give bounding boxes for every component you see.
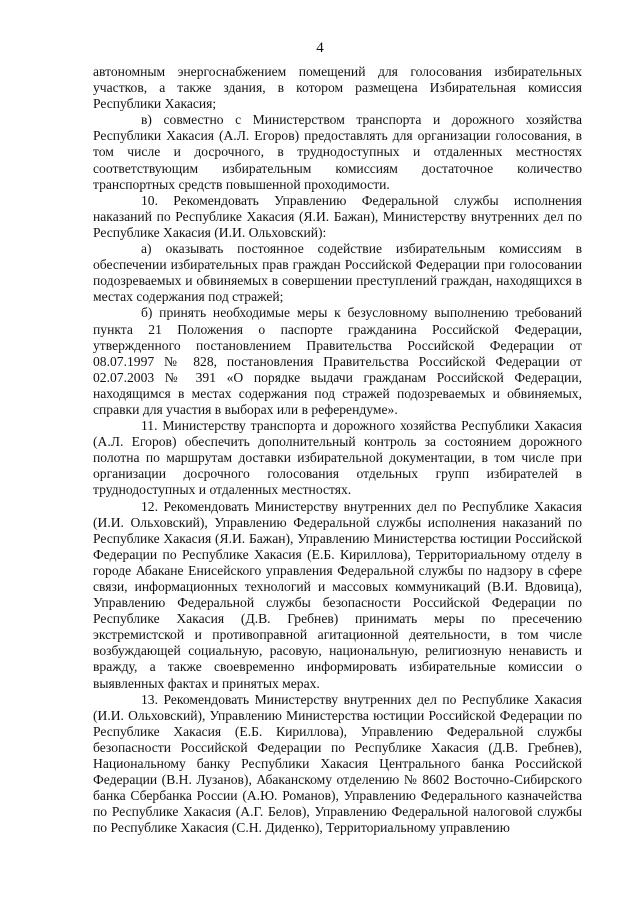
paragraph-12: 12. Рекомендовать Министерству внутренних дел по Республике Хакасия (И.И. Ольховский), Управлению Федеральной службы исполнения наказаний по Республике Хакасия (Я.И. Бажан), Управлению Министерства юстиции Российской Федерации по Республике Хакасия (Е.Б. Кириллова), Территориальному отделу в городе Абакане Енисейского управления Федеральной службы по надзору в сфере связи, информационных технологий и массовых коммуникаций (В.И. Вдовица), Управлению Федеральной службы безопасности Российской Федерации по Республике Хакасия (Д.В. Гребнев) принимать меры по пресечению экстремистской и противоправной агитационной деятельности, в том числе возбуждающей социальную, расовую, национальную, религиозную ненависть и вражду, а также своевременно информировать избирательные комиссии о выявленных фактах и принятых мерах. [93, 498, 582, 691]
document-body [93, 64, 582, 837]
paragraph-11: 11. Министерству транспорта и дорожного хозяйства Республики Хакасия (А.Л. Егоров) обеспечить дополнительный контроль за состоянием дорожного полотна по маршрутам доставки избирательной документации, в том числе при организации досрочного голосования отдельных групп избирателей в труднодоступных и отдаленных местностях. [93, 418, 582, 498]
paragraph-10-item-b: б) принять необходимые меры к безусловному выполнению требований пункта 21 Положения о паспорте гражданина Российской Федерации, утвержденного постановлением Правительства Российской Федерации от 08.07.1997 № 828, постановления Правительства Российской Федерации от 02.07.2003 № 391 «О порядке выдачи гражданам Российской Федерации, находящимся в местах содержания под стражей подозреваемых и обвиняемых, справки для участия в выборах или в референдуме». [93, 305, 582, 417]
paragraph-13: 13. Рекомендовать Министерству внутренних дел по Республике Хакасия (И.И. Ольховский), Управлению Министерства юстиции Российской Федерации по Республике Хакасия (Е.Б. Кириллова), Управлению Федеральной службы безопасности Российской Федерации по Республике Хакасия (Д.В. Гребнев), Национальному банку Республики Хакасия Центрального банка Российской Федерации (В.Н. Лузанов), Абаканскому отделению № 8602 Восточно-Сибирского банка Сбербанка России (А.Ю. Романов), Управлению Федерального казначейства по Республике Хакасия (А.Г. Белов), Управлению Федеральной налоговой службы по Республике Хакасия (С.Н. Диденко), Территориальному управлению [93, 691, 582, 836]
paragraph-continuation: автономным энергоснабжением помещений для голосования избирательных участков, а также здания, в котором размещена Избирательная комиссия Республики Хакасия; [93, 64, 582, 112]
paragraph-10-item-a: а) оказывать постоянное содействие избирательным комиссиям в обеспечении избирательных прав граждан Российской Федерации при голосовании подозреваемых и обвиняемых в совершении преступлений граждан, находящихся в местах содержания под стражей; [93, 241, 582, 305]
page-number: 4 [316, 40, 324, 56]
paragraph-item-v: в) совместно с Министерством транспорта и дорожного хозяйства Республики Хакасия (А.Л. Егоров) предоставлять для организации голосования, в том числе и досрочного, в труднодоступных и отдаленных местностях соответствующим избирательным комиссиям достаточное количество транспортных средств повышенной проходимости. [93, 112, 582, 192]
paragraph-10: 10. Рекомендовать Управлению Федеральной службы исполнения наказаний по Республике Хакасия (Я.И. Бажан), Министерству внутренних дел по Республике Хакасия (И.И. Ольховский): [93, 192, 582, 240]
